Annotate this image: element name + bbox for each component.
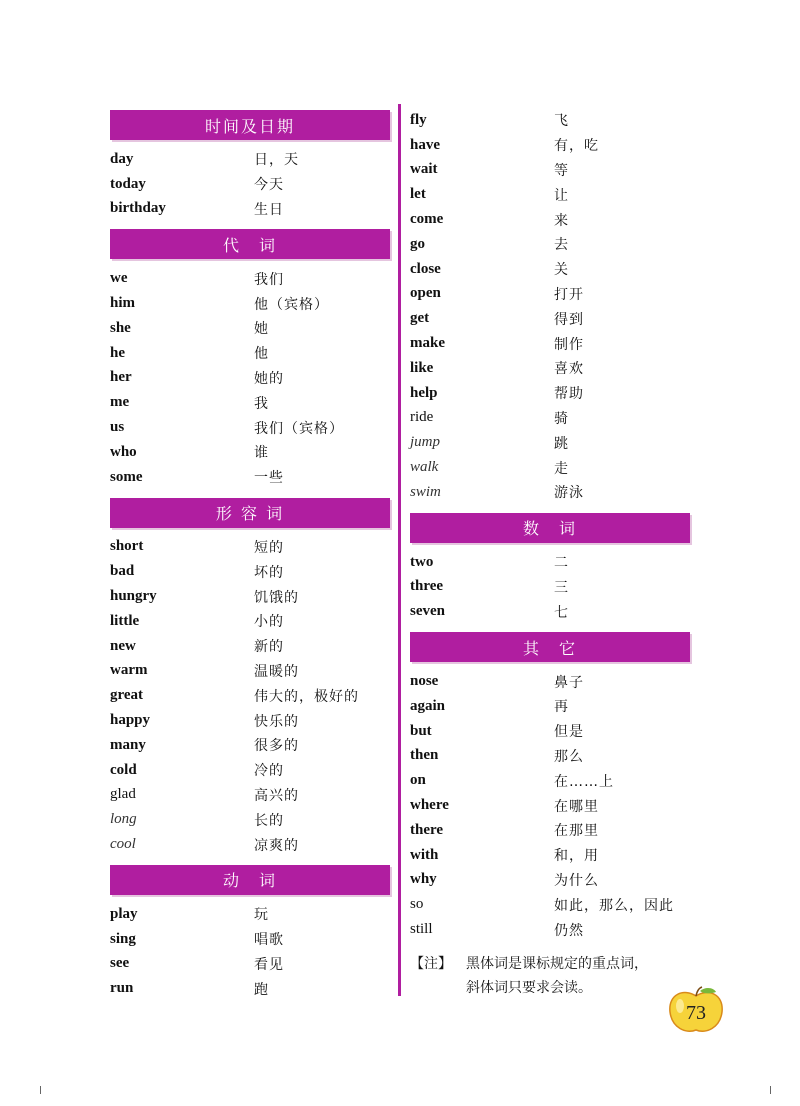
- chinese-meaning: 跑: [254, 981, 269, 998]
- chinese-meaning: 快乐的: [254, 713, 299, 730]
- chinese-meaning: 那么: [554, 748, 584, 765]
- english-word: long: [110, 811, 137, 828]
- english-word: go: [410, 235, 425, 252]
- chinese-meaning: 但是: [554, 724, 584, 741]
- english-word: fly: [410, 111, 427, 128]
- english-word: with: [410, 846, 439, 863]
- chinese-meaning: 帮助: [554, 386, 584, 403]
- vocab-row: [410, 306, 690, 331]
- footnote: [410, 952, 690, 1000]
- vocab-row: [410, 480, 690, 505]
- vocab-row: [110, 832, 390, 857]
- chinese-meaning: 得到: [554, 311, 584, 328]
- english-word: new: [110, 637, 136, 654]
- chinese-meaning: 生日: [254, 201, 284, 218]
- vocab-row: [110, 366, 390, 391]
- vocab-row: [110, 172, 390, 197]
- english-word: short: [110, 538, 144, 555]
- vocab-row: [110, 976, 390, 1001]
- english-word: run: [110, 980, 134, 997]
- chinese-meaning: 冷的: [254, 763, 284, 780]
- chinese-meaning: 她的: [254, 370, 284, 387]
- chinese-meaning: 看见: [254, 956, 284, 973]
- chinese-meaning: 我: [254, 395, 269, 412]
- english-word: there: [410, 821, 444, 838]
- chinese-meaning: 骑: [554, 410, 569, 427]
- chinese-meaning: 坏的: [254, 564, 284, 581]
- english-word: he: [110, 344, 125, 361]
- vocab-row: [410, 892, 690, 917]
- chinese-meaning: 鼻子: [554, 674, 584, 691]
- english-word: where: [410, 797, 449, 814]
- chinese-meaning: 我们（宾格）: [254, 420, 344, 437]
- vocab-row: [410, 669, 690, 694]
- english-word: glad: [110, 786, 136, 803]
- chinese-meaning: 饥饿的: [254, 589, 299, 606]
- chinese-meaning: 在那里: [554, 823, 599, 840]
- english-word: open: [410, 285, 441, 302]
- chinese-meaning: 跳: [554, 435, 569, 452]
- chinese-meaning: 玩: [254, 907, 269, 924]
- english-word: help: [410, 384, 438, 401]
- english-word: walk: [410, 459, 439, 476]
- chinese-meaning: 一些: [254, 470, 284, 487]
- english-word: ride: [410, 409, 434, 426]
- vocab-row: [110, 390, 390, 415]
- chinese-meaning: 七: [554, 604, 569, 621]
- chinese-meaning: 谁: [254, 445, 269, 462]
- english-word: jump: [410, 434, 440, 451]
- english-word: him: [110, 295, 136, 312]
- english-word: little: [110, 612, 140, 629]
- chinese-meaning: 再: [554, 699, 569, 716]
- vocab-row: [410, 158, 690, 183]
- english-word: why: [410, 871, 437, 888]
- chinese-meaning: 仍然: [554, 922, 584, 939]
- chinese-meaning: 游泳: [554, 485, 584, 502]
- vocab-row: [410, 917, 690, 942]
- chinese-meaning: 凉爽的: [254, 837, 299, 854]
- footnote-line: 黑体词是课标规定的重点词，: [466, 955, 648, 972]
- chinese-meaning: 高兴的: [254, 787, 299, 804]
- vocab-row: [110, 147, 390, 172]
- chinese-meaning: 她: [254, 321, 269, 338]
- section-header: 代 词: [110, 229, 390, 259]
- footnote-tag: 【注】: [410, 955, 452, 972]
- vocab-row: [110, 266, 390, 291]
- vocab-row: [110, 291, 390, 316]
- english-word: make: [410, 335, 445, 352]
- vocab-row: [410, 356, 690, 381]
- english-word: come: [410, 211, 444, 228]
- vocab-row: [110, 683, 390, 708]
- english-word: her: [110, 369, 132, 386]
- english-word: birthday: [110, 200, 166, 217]
- english-word: on: [410, 772, 426, 789]
- chinese-meaning: 新的: [254, 639, 284, 656]
- vocab-row: [110, 609, 390, 634]
- vocab-row: [410, 455, 690, 480]
- vocab-row: [110, 415, 390, 440]
- english-word: wait: [410, 161, 438, 178]
- english-word: we: [110, 270, 128, 287]
- vocab-row: [110, 634, 390, 659]
- english-word: swim: [410, 483, 441, 500]
- vocab-row: [110, 316, 390, 341]
- vocab-row: [110, 584, 390, 609]
- english-word: many: [110, 736, 146, 753]
- crop-mark-left: [40, 1086, 41, 1094]
- english-word: warm: [110, 662, 148, 679]
- chinese-meaning: 小的: [254, 614, 284, 631]
- english-word: close: [410, 260, 441, 277]
- chinese-meaning: 走: [554, 460, 569, 477]
- vocab-row: [110, 927, 390, 952]
- vocab-row: [410, 843, 690, 868]
- chinese-meaning: 很多的: [254, 738, 299, 755]
- vocab-row: [110, 197, 390, 222]
- vocab-row: [110, 440, 390, 465]
- vocab-row: [410, 207, 690, 232]
- section-header: 动 词: [110, 865, 390, 895]
- english-word: us: [110, 419, 125, 436]
- english-word: happy: [110, 712, 151, 729]
- english-word: some: [110, 468, 143, 485]
- vocab-row: [410, 599, 690, 624]
- chinese-meaning: 让: [554, 187, 569, 204]
- vocab-row: [410, 108, 690, 133]
- chinese-meaning: 我们: [254, 271, 284, 288]
- chinese-meaning: 来: [554, 212, 569, 229]
- english-word: still: [410, 921, 433, 937]
- section-header: 数 词: [410, 513, 690, 543]
- chinese-meaning: 打开: [554, 286, 584, 303]
- english-word: let: [410, 186, 426, 203]
- vocab-row: [410, 133, 690, 158]
- english-word: great: [110, 687, 144, 704]
- english-word: hungry: [110, 588, 157, 605]
- english-word: so: [410, 896, 424, 913]
- vocab-row: [410, 744, 690, 769]
- chinese-meaning: 日，天: [254, 152, 299, 169]
- english-word: play: [110, 905, 138, 922]
- vocab-row: [410, 768, 690, 793]
- chinese-meaning: 他: [254, 346, 269, 363]
- english-word: bad: [110, 563, 135, 580]
- english-word: today: [110, 175, 146, 192]
- chinese-meaning: 如此，那么，因此: [554, 897, 674, 914]
- vocab-row: [410, 430, 690, 455]
- vocab-row: [410, 282, 690, 307]
- english-word: like: [410, 359, 434, 376]
- vocab-row: [110, 733, 390, 758]
- english-word: two: [410, 553, 434, 570]
- vocab-row: [410, 182, 690, 207]
- vocab-row: [110, 341, 390, 366]
- chinese-meaning: 唱歌: [254, 932, 284, 949]
- vocab-row: [410, 232, 690, 257]
- chinese-meaning: 去: [554, 237, 569, 254]
- chinese-meaning: 伟大的，极好的: [254, 688, 359, 705]
- chinese-meaning: 短的: [254, 539, 284, 556]
- vocab-row: [110, 783, 390, 808]
- english-word: who: [110, 443, 137, 460]
- chinese-meaning: 今天: [254, 177, 284, 194]
- chinese-meaning: 和，用: [554, 848, 599, 865]
- vocab-row: [410, 381, 690, 406]
- vocab-row: [410, 406, 690, 431]
- chinese-meaning: 长的: [254, 812, 284, 829]
- english-word: cool: [110, 836, 136, 853]
- right-column: [410, 108, 690, 1000]
- vocab-row: [110, 952, 390, 977]
- vocab-row: [110, 902, 390, 927]
- vocab-row: [110, 465, 390, 490]
- english-word: then: [410, 747, 439, 764]
- english-word: day: [110, 150, 134, 167]
- vocab-row: [410, 575, 690, 600]
- section-header: 其 它: [410, 632, 690, 662]
- chinese-meaning: 他（宾格）: [254, 296, 329, 313]
- vocab-row: [110, 559, 390, 584]
- chinese-meaning: 三: [554, 579, 569, 596]
- vocab-row: [410, 793, 690, 818]
- column-divider: [398, 104, 401, 996]
- english-word: but: [410, 722, 432, 739]
- english-word: she: [110, 319, 131, 336]
- english-word: seven: [410, 603, 445, 620]
- page-number: 73: [686, 1002, 706, 1024]
- english-word: see: [110, 955, 130, 972]
- english-word: nose: [410, 673, 439, 690]
- vocab-row: [110, 535, 390, 560]
- vocab-row: [410, 331, 690, 356]
- chinese-meaning: 关: [554, 262, 569, 279]
- chinese-meaning: 有，吃: [554, 138, 599, 155]
- english-word: three: [410, 578, 444, 595]
- crop-mark-right: [770, 1086, 771, 1094]
- english-word: have: [410, 136, 440, 153]
- section-header: 形 容 词: [110, 498, 390, 528]
- left-column: [110, 108, 390, 1001]
- footnote-text: [466, 952, 648, 1000]
- vocab-row: [410, 719, 690, 744]
- chinese-meaning: 在……上: [554, 773, 614, 790]
- section-header: 时间及日期: [110, 110, 390, 140]
- english-word: sing: [110, 930, 136, 947]
- english-word: again: [410, 697, 446, 714]
- chinese-meaning: 喜欢: [554, 361, 584, 378]
- vocab-row: [410, 868, 690, 893]
- vocab-row: [410, 818, 690, 843]
- chinese-meaning: 在哪里: [554, 798, 599, 815]
- vocab-row: [410, 694, 690, 719]
- english-word: me: [110, 394, 130, 411]
- chinese-meaning: 温暖的: [254, 663, 299, 680]
- vocab-row: [110, 807, 390, 832]
- chinese-meaning: 等: [554, 162, 569, 179]
- vocab-row: [410, 257, 690, 282]
- chinese-meaning: 为什么: [554, 872, 599, 889]
- vocab-row: [110, 758, 390, 783]
- footnote-line: 斜体词只要求会读。: [466, 979, 592, 996]
- chinese-meaning: 制作: [554, 336, 584, 353]
- vocab-row: [410, 550, 690, 575]
- english-word: cold: [110, 761, 137, 778]
- english-word: get: [410, 310, 430, 327]
- vocab-row: [110, 708, 390, 733]
- vocab-row: [110, 659, 390, 684]
- chinese-meaning: 飞: [554, 113, 569, 130]
- chinese-meaning: 二: [554, 555, 569, 572]
